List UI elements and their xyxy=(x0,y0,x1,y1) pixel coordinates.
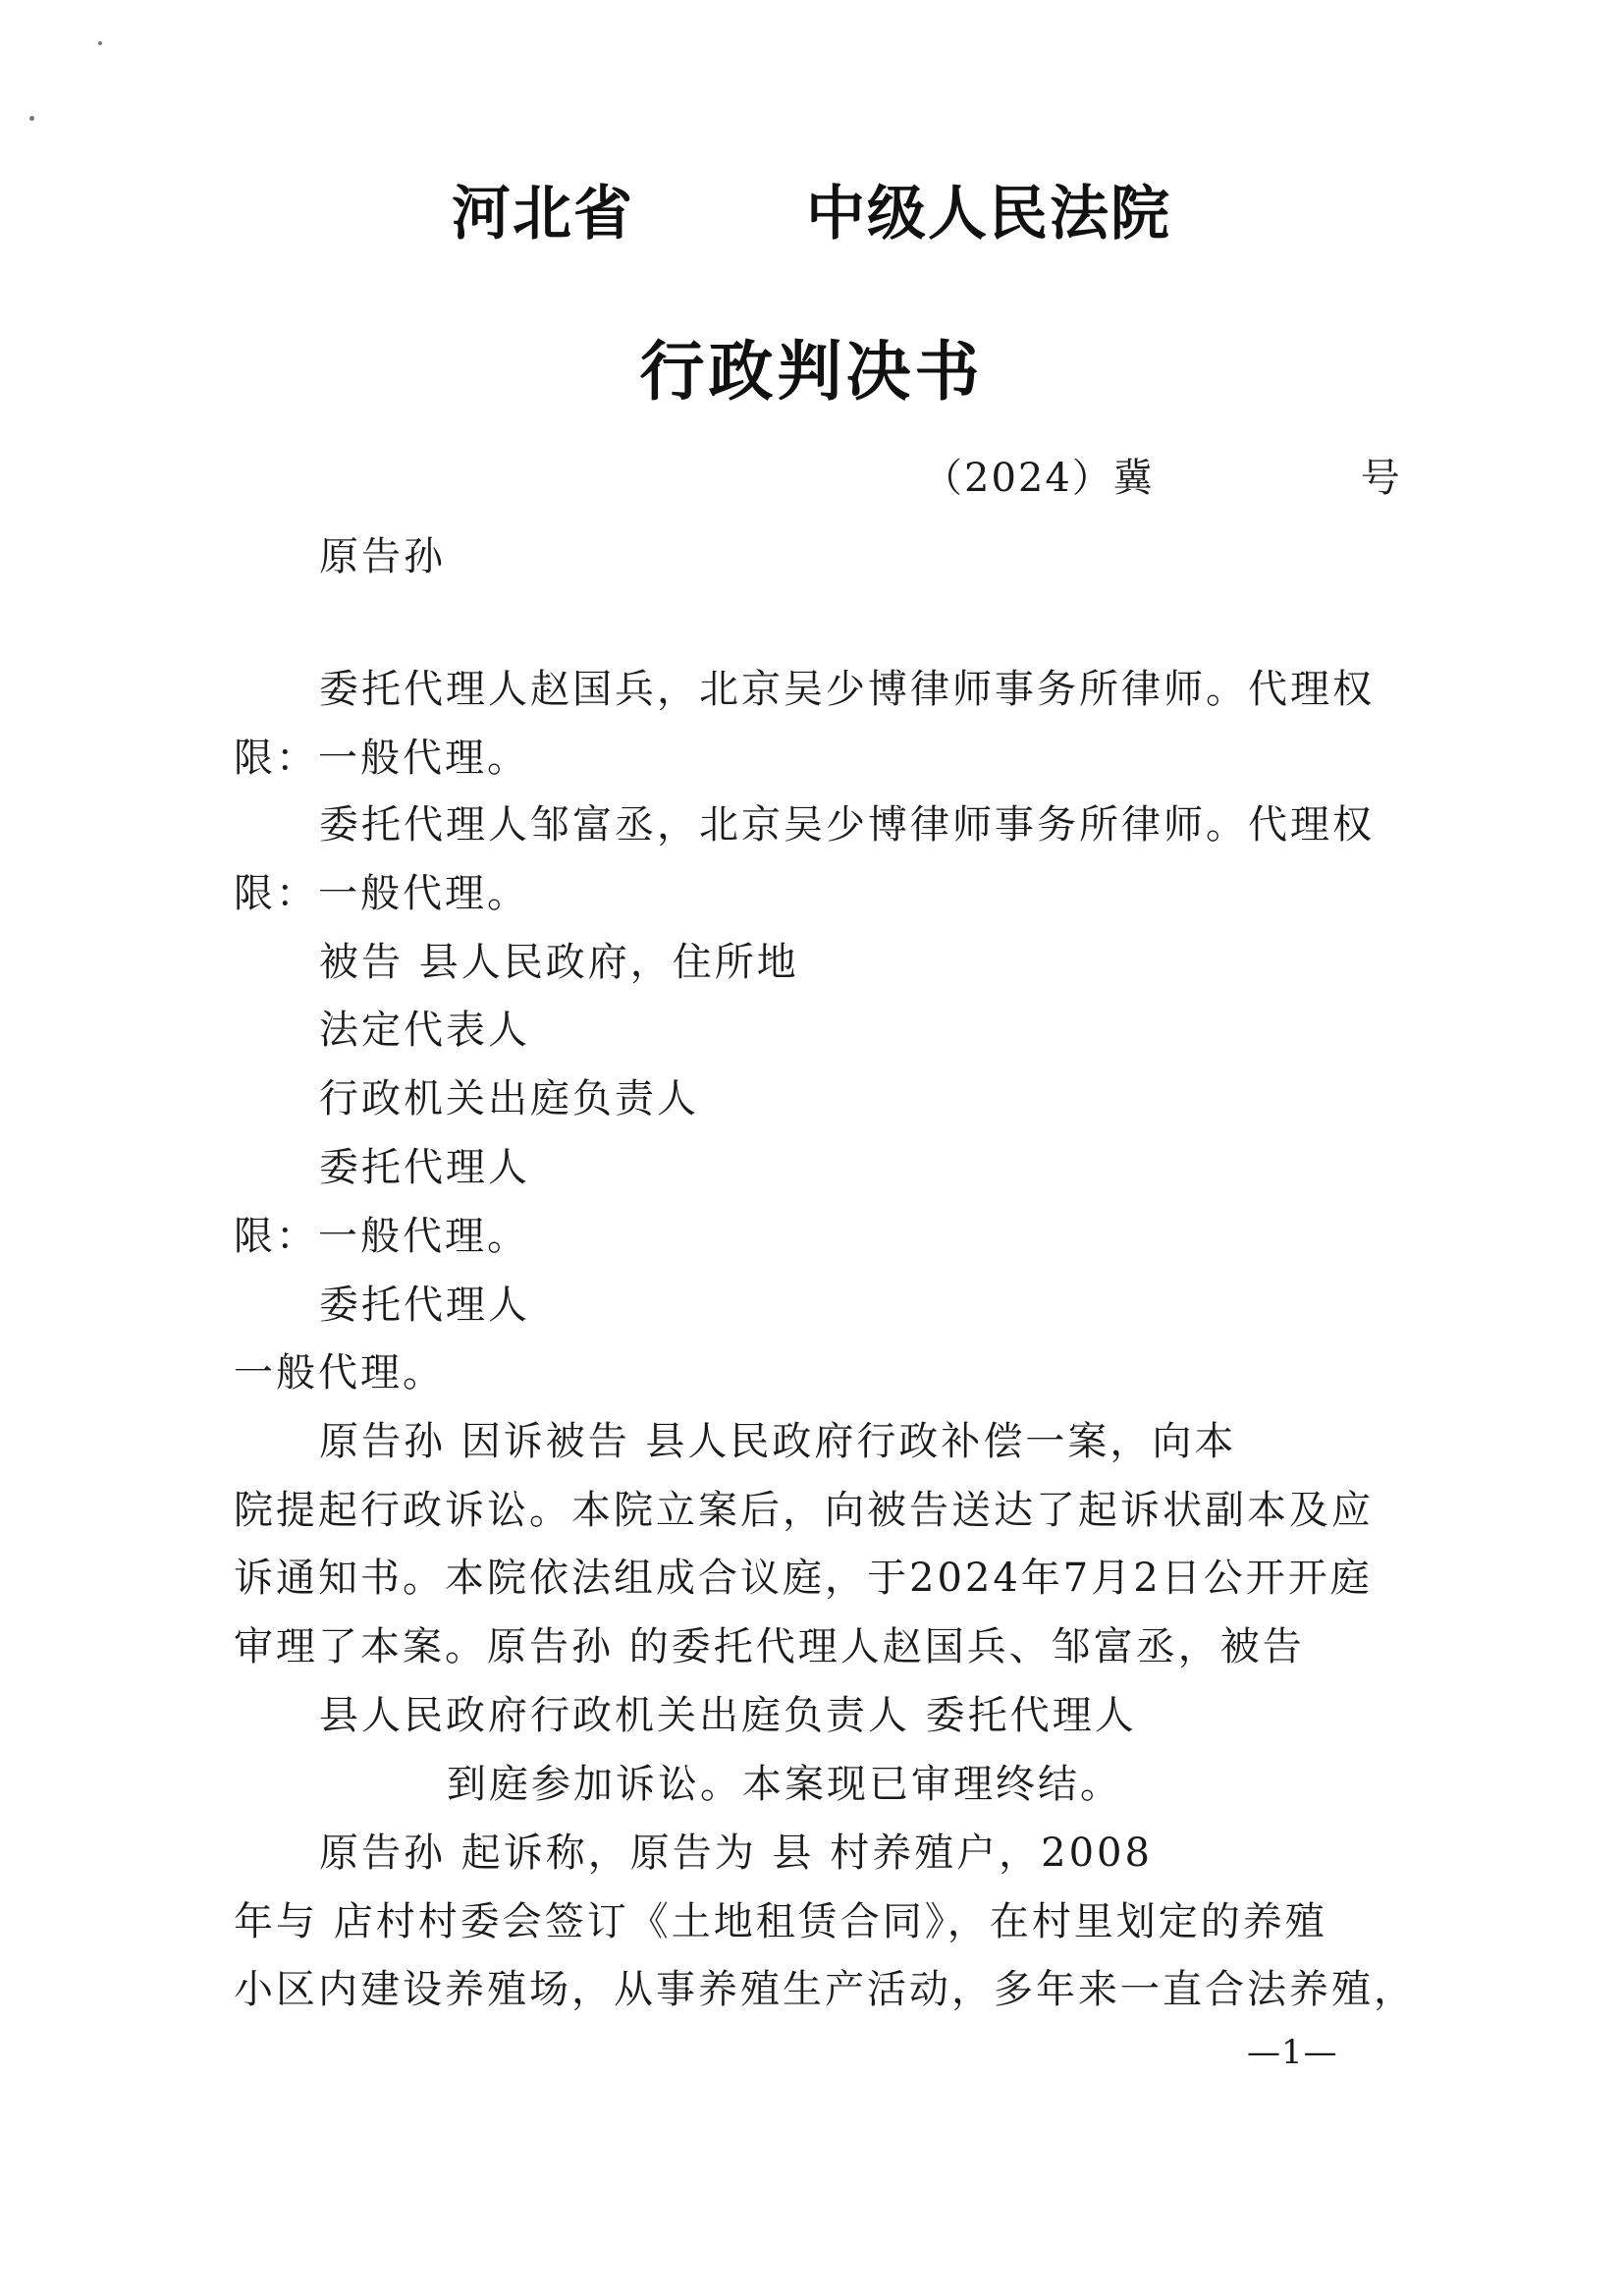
text-line: 审理了本案。原告孙 的委托代理人赵国兵、邹富丞，被告 xyxy=(234,1624,1305,1669)
scan-speck xyxy=(29,116,34,121)
court-name-prefix: 河北省 xyxy=(452,180,634,248)
text-line: 限：一般代理。 xyxy=(234,871,529,916)
text-line: 被告 县人民政府，住所地 xyxy=(319,940,799,985)
text-line: 年与 店村村委会签订《土地租赁合同》，在村里划定的养殖 xyxy=(234,1899,1327,1944)
court-name-suffix: 中级人民法院 xyxy=(806,180,1171,248)
page-number: —1— xyxy=(1247,2033,1338,2072)
text-line: 原告孙 xyxy=(319,534,446,579)
text-line: 原告孙 因诉被告 县人民政府行政补偿一案，向本 xyxy=(319,1419,1237,1464)
text-line: 行政机关出庭负责人 xyxy=(319,1076,699,1121)
text-line: 委托代理人邹富丞，北京吴少博律师事务所律师。代理权 xyxy=(319,802,1375,847)
text-line: 院提起行政诉讼。本院立案后，向被告送达了起诉状副本及应 xyxy=(234,1488,1374,1533)
text-line: 小区内建设养殖场，从事养殖生产活动，多年来一直合法养殖， xyxy=(234,1967,1416,2012)
text-line: 委托代理人赵国兵，北京吴少博律师事务所律师。代理权 xyxy=(319,667,1375,712)
text-line: 限：一般代理。 xyxy=(234,736,529,781)
scan-speck xyxy=(98,41,102,45)
text-line: 一般代理。 xyxy=(234,1350,445,1395)
text-line: 到庭参加诉讼。本案现已审理终结。 xyxy=(447,1762,1122,1807)
text-line: 委托代理人 xyxy=(319,1145,530,1190)
text-line: 县人民政府行政机关出庭负责人 委托代理人 xyxy=(319,1693,1137,1738)
text-line: 限：一般代理。 xyxy=(234,1214,529,1259)
text-line: 法定代表人 xyxy=(319,1008,530,1053)
court-name xyxy=(0,167,1623,251)
case-number xyxy=(923,447,1402,503)
case-number-prefix: （2024）冀 xyxy=(923,456,1155,501)
case-number-suffix: 号 xyxy=(1360,456,1402,501)
text-line: 原告孙 起诉称，原告为 县 村养殖户，2008 xyxy=(319,1831,1153,1876)
text-line: 诉通知书。本院依法组成合议庭，于2024年7月2日公开开庭 xyxy=(234,1556,1373,1601)
document-type-title: 行政判决书 xyxy=(639,334,984,410)
text-line: 委托代理人 xyxy=(319,1283,530,1328)
